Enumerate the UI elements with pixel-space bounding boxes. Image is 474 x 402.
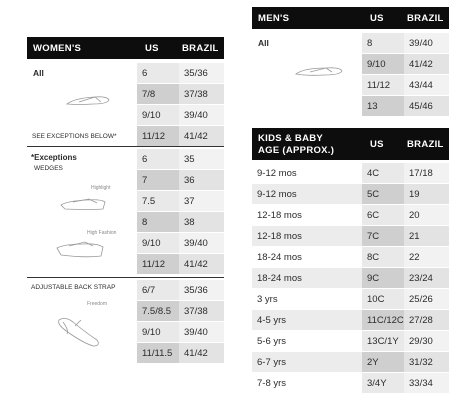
- womens-us-cell: 9/10: [137, 322, 179, 342]
- mens-all-label: All: [258, 38, 269, 48]
- kids-row: [252, 163, 449, 183]
- freedom-label: Freedom: [87, 301, 108, 307]
- kids-row: [252, 373, 449, 393]
- kids-brazil-cell: 29/30: [404, 331, 449, 351]
- kids-header-brazil: BRAZIL: [407, 139, 444, 150]
- strap-sandal-icon: [55, 312, 103, 350]
- kids-brazil-cell: 22: [404, 247, 449, 267]
- kids-us-cell: 9C: [362, 268, 404, 288]
- high-fashion-sandal-icon: [55, 238, 105, 260]
- womens-us-cell: 6: [137, 149, 179, 169]
- kids-row: [252, 352, 449, 372]
- womens-us-cell: 9/10: [137, 105, 179, 125]
- kids-brazil-cell: 27/28: [404, 310, 449, 330]
- mens-us-cell: 13: [362, 96, 404, 116]
- kids-row: [252, 247, 449, 267]
- kids-age-cell: 3 yrs: [252, 289, 362, 309]
- womens-header-label: WOMEN'S: [33, 43, 82, 54]
- highlight-label: Highlight: [91, 185, 111, 191]
- kids-age-cell: 9-12 mos: [252, 163, 362, 183]
- kids-age-cell: 18-24 mos: [252, 247, 362, 267]
- kids-us-cell: 4C: [362, 163, 404, 183]
- kids-size-table: [252, 128, 449, 396]
- mens-size-table: [252, 7, 449, 123]
- womens-brazil-cell: 39/40: [179, 233, 224, 253]
- mens-header-label: MEN'S: [258, 13, 290, 24]
- womens-brazil-cell: 35/36: [179, 280, 224, 300]
- kids-us-cell: 8C: [362, 247, 404, 267]
- kids-brazil-cell: 20: [404, 205, 449, 225]
- womens-row: [27, 84, 224, 104]
- womens-row: [27, 170, 224, 190]
- mens-row: [252, 75, 449, 95]
- mens-row: [252, 96, 449, 116]
- mens-header-brazil: BRAZIL: [407, 13, 444, 24]
- womens-brazil-cell: 35: [179, 149, 224, 169]
- kids-header-label-1: KIDS & BABY: [258, 133, 324, 144]
- kids-us-cell: 2Y: [362, 352, 404, 372]
- womens-brazil-cell: 37/38: [179, 84, 224, 104]
- kids-row: [252, 268, 449, 288]
- womens-header-us: US: [145, 43, 159, 54]
- womens-brazil-cell: 41/42: [179, 343, 224, 363]
- kids-brazil-cell: 19: [404, 184, 449, 204]
- womens-us-cell: 7.5: [137, 191, 179, 211]
- womens-brazil-cell: 41/42: [179, 126, 224, 146]
- kids-brazil-cell: 21: [404, 226, 449, 246]
- womens-brazil-cell: 39/40: [179, 322, 224, 342]
- kids-row: [252, 184, 449, 204]
- womens-us-cell: 7.5/8.5: [137, 301, 179, 321]
- womens-us-cell: 7: [137, 170, 179, 190]
- kids-us-cell: 5C: [362, 184, 404, 204]
- kids-header-label-2: AGE (APPROX.): [258, 145, 335, 156]
- mens-brazil-cell: 43/44: [404, 75, 449, 95]
- mens-us-cell: 9/10: [362, 54, 404, 74]
- mens-row: [252, 54, 449, 74]
- mens-us-cell: 8: [362, 33, 404, 53]
- kids-us-cell: 13C/1Y: [362, 331, 404, 351]
- womens-us-cell: 11/12: [137, 254, 179, 274]
- kids-age-cell: 5-6 yrs: [252, 331, 362, 351]
- womens-brazil-cell: 39/40: [179, 105, 224, 125]
- womens-separator-2: [27, 277, 224, 278]
- kids-age-cell: 9-12 mos: [252, 184, 362, 204]
- kids-age-cell: 12-18 mos: [252, 205, 362, 225]
- wedges-label: WEDGES: [34, 165, 63, 172]
- womens-row: [27, 63, 224, 83]
- kids-header: [252, 128, 449, 160]
- mens-brazil-cell: 45/46: [404, 96, 449, 116]
- kids-age-cell: 7-8 yrs: [252, 373, 362, 393]
- kids-row: [252, 205, 449, 225]
- womens-brazil-cell: 35/36: [179, 63, 224, 83]
- flip-flop-icon: [65, 92, 111, 108]
- womens-header-brazil: BRAZIL: [182, 43, 219, 54]
- kids-brazil-cell: 33/34: [404, 373, 449, 393]
- mens-row: [252, 33, 449, 53]
- womens-us-cell: 11/12: [137, 126, 179, 146]
- womens-us-cell: 6: [137, 63, 179, 83]
- womens-us-cell: 7/8: [137, 84, 179, 104]
- exceptions-label: *Exceptions: [31, 153, 77, 162]
- womens-brazil-cell: 38: [179, 212, 224, 232]
- mens-brazil-cell: 41/42: [404, 54, 449, 74]
- kids-row: [252, 289, 449, 309]
- kids-age-cell: 12-18 mos: [252, 226, 362, 246]
- kids-brazil-cell: 23/24: [404, 268, 449, 288]
- wedge-sandal-icon: [59, 195, 107, 213]
- adjustable-strap-label: ADJUSTABLE BACK STRAP: [31, 284, 116, 291]
- kids-row: [252, 331, 449, 351]
- womens-us-cell: 9/10: [137, 233, 179, 253]
- mens-flip-flop-icon: [294, 63, 344, 79]
- kids-brazil-cell: 17/18: [404, 163, 449, 183]
- womens-separator: [27, 146, 224, 147]
- kids-age-cell: 4-5 yrs: [252, 310, 362, 330]
- kids-us-cell: 3/4Y: [362, 373, 404, 393]
- womens-us-cell: 11/11.5: [137, 343, 179, 363]
- womens-brazil-cell: 41/42: [179, 254, 224, 274]
- see-exceptions-label: SEE EXCEPTIONS BELOW*: [32, 133, 117, 140]
- mens-header-us: US: [370, 13, 384, 24]
- kids-us-cell: 11C/12C: [362, 310, 404, 330]
- kids-age-cell: 18-24 mos: [252, 268, 362, 288]
- kids-us-cell: 10C: [362, 289, 404, 309]
- womens-all-label: All: [33, 68, 44, 78]
- womens-brazil-cell: 37: [179, 191, 224, 211]
- kids-age-cell: 6-7 yrs: [252, 352, 362, 372]
- mens-brazil-cell: 39/40: [404, 33, 449, 53]
- womens-brazil-cell: 36: [179, 170, 224, 190]
- kids-row: [252, 310, 449, 330]
- womens-row: [27, 212, 224, 232]
- womens-size-table: [27, 37, 224, 377]
- kids-header-us: US: [370, 139, 384, 150]
- high-fashion-label: High Fashion: [87, 230, 117, 236]
- kids-us-cell: 6C: [362, 205, 404, 225]
- kids-us-cell: 7C: [362, 226, 404, 246]
- womens-us-cell: 8: [137, 212, 179, 232]
- kids-brazil-cell: 31/32: [404, 352, 449, 372]
- kids-brazil-cell: 25/26: [404, 289, 449, 309]
- womens-row: [27, 105, 224, 125]
- mens-us-cell: 11/12: [362, 75, 404, 95]
- womens-header: [27, 37, 224, 59]
- womens-us-cell: 6/7: [137, 280, 179, 300]
- kids-row: [252, 226, 449, 246]
- womens-row: [27, 191, 224, 211]
- mens-header: [252, 7, 449, 29]
- womens-brazil-cell: 37/38: [179, 301, 224, 321]
